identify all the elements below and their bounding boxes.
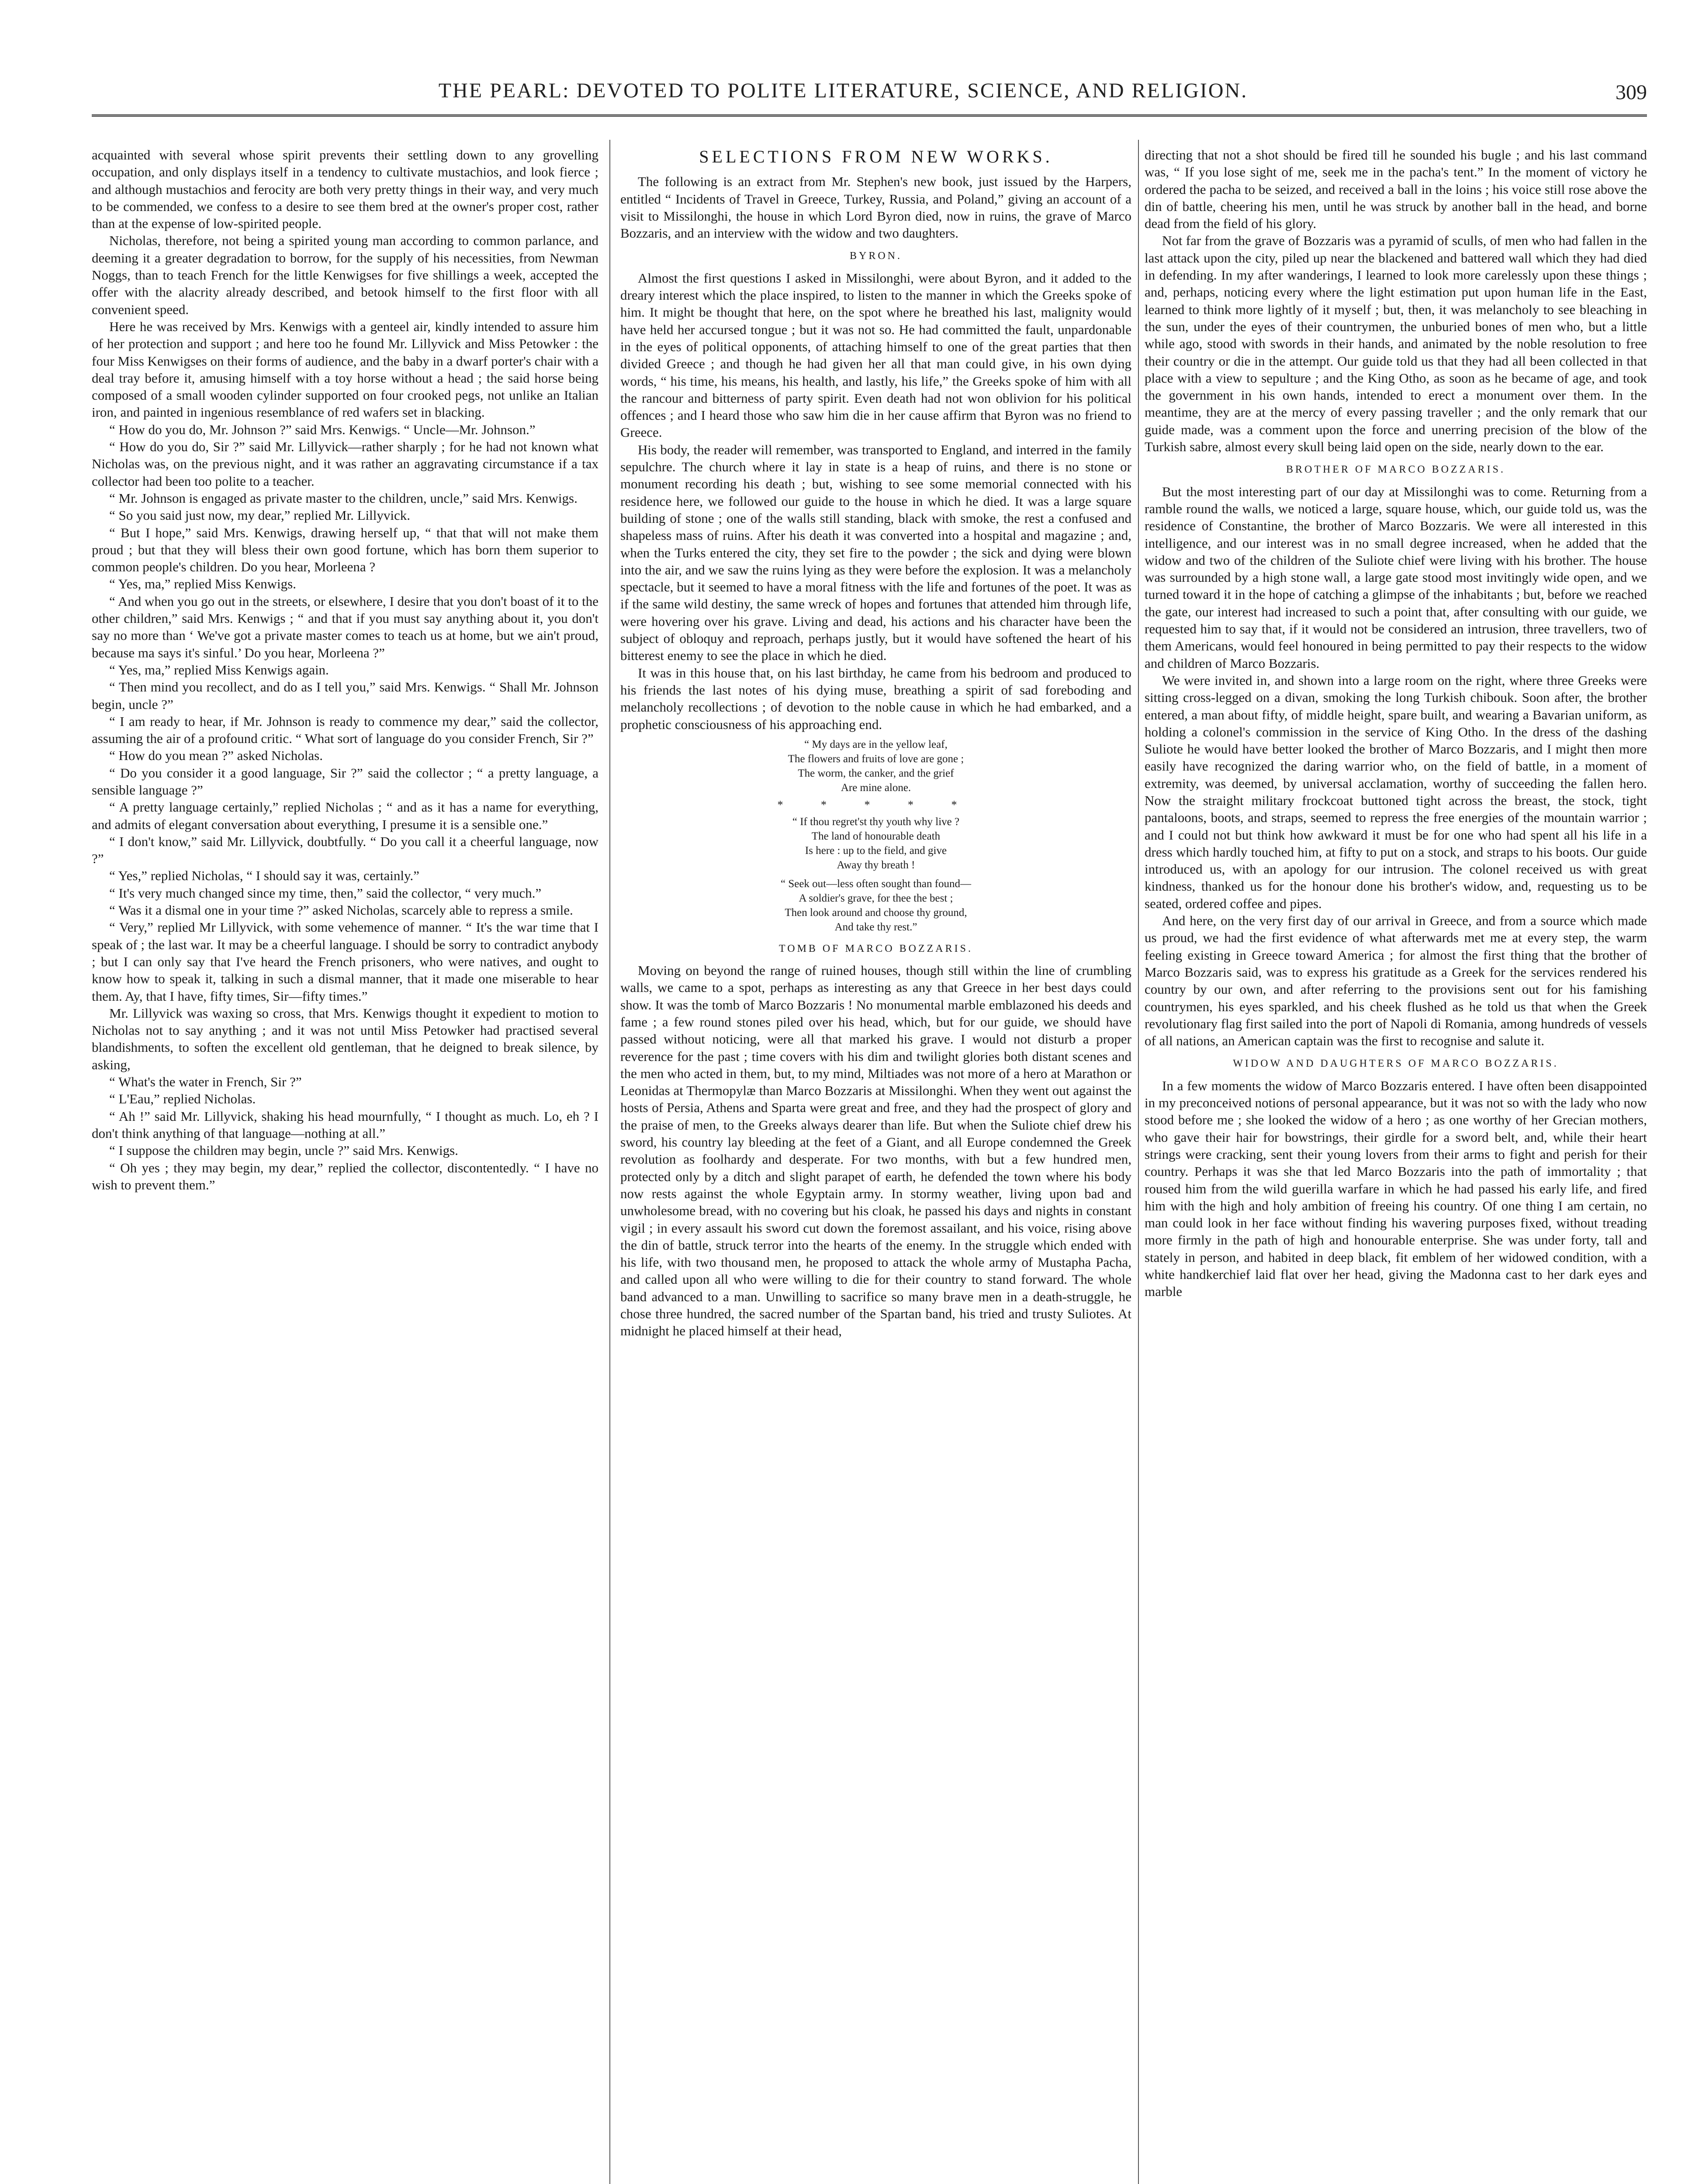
subheading: WIDOW AND DAUGHTERS OF MARCO BOZZARIS. [1233, 1058, 1559, 1070]
paragraph: “ Ah !” said Mr. Lillyvick, shaking his head mournfully, “ I thought as much. Lo, eh ? I don't think anything of that language—nothing at all.” [92, 1108, 598, 1141]
paragraph: “ How do you do, Mr. Johnson ?” said Mrs. Kenwigs. “ Uncle—Mr. Johnson.” [109, 422, 536, 437]
subheading: TOMB OF MARCO BOZZARIS. [779, 943, 973, 954]
paragraph: Moving on beyond the range of ruined houses, though still within the line of crumbling walls, we came to a spot, perhaps as interesting as any that Greece in her best days could show. It was the tomb of Marco Bozzaris ! No monumental marble emblazoned his deeds and fame ; a few round stones piled over his head, which, but for our guide, we should have passed without noticing, were all that marked his grave. I would not disturb a proper reverence for the past ; time covers with his dim and twilight glories both distant scenes and the men who acted in them, but, to my mind, Miltiades was not more of a hero at Marathon or Leonidas at Thermopylæ than Marco Bozzaris at Missilonghi. When they went out against the hosts of Persia, Athens and Sparta were great and free, and they had the prospect of glory and the praise of men, to the Greeks always dearer than life. But when the Suliote chief drew his sword, his country lay bleeding at the feet of a Giant, and all Europe condemned the Greek revolution as foolhardy and desperate. For two months, with but a few hundred men, protected only by a ditch and slight parapet of earth, he defended the town where his body now rests against the whole Egyptain army. In stormy weather, living upon bad and unwholesome bread, with no covering but his cloak, he passed his days and nights in constant vigil ; in every assault his sword cut down the foremost assailant, and his voice, rising above the din of battle, struck terror into the hearts of the enemy. In the struggle which ended with his life, with two thousand men, he proposed to attack the whole army of Mustapha Pacha, and called upon all who were willing to die for their country to stand forward. The whole band advanced to a man. Unwilling to sacrifice so many brave men in a death-struggle, he chose three hundred, the sacred number of the Spartan band, his tried and trusty Suliotes. At midnight he placed himself at their head, [620, 963, 1131, 1339]
paragraph: “ A pretty language certainly,” replied Nicholas ; “ and as it has a name for everything, and admits of elegant conversation about everything, I presume it is a sensible one.” [92, 799, 598, 832]
paragraph: “ How do you do, Sir ?” said Mr. Lillyvick—rather sharply ; for he had not known what Nicholas was, on the previous night, and it was rather an aggravating circumstance if a tax collector had been too polite to a teacher. [92, 439, 598, 489]
paragraph: “ So you said just now, my dear,” replied Mr. Lillyvick. [109, 508, 410, 523]
asterism: * * * * * [777, 798, 975, 811]
paragraph: “ Yes, ma,” replied Miss Kenwigs again. [109, 662, 329, 677]
poem-line: “ My days are in the yellow leaf, [804, 738, 948, 750]
subheading: BYRON. [849, 250, 902, 262]
paragraph: “ L'Eau,” replied Nicholas. [109, 1091, 256, 1107]
poem-line: And take thy rest.” [834, 921, 917, 933]
poem-line: Are mine alone. [841, 781, 911, 794]
poem [620, 737, 1131, 934]
column-middle [620, 146, 1131, 2184]
page-number: 309 [1616, 81, 1647, 104]
paragraph: In a few moments the widow of Marco Bozzaris entered. I have often been disappointed in my preconceived notions of personal appearance, but it was not so with the lady who now stood before me ; she looked the widow of a hero ; as one worthy of her Grecian mothers, who gave their hair for bowstrings, their girdle for a sword belt, and, while their heart strings were cracking, sent their young lovers from their arms to fight and perish for their country. Perhaps it was she that led Marco Bozzaris into the path of immortality ; that roused him from the wild guerilla warfare in which he had passed his early life, and fired him with the high and holy ambition of freeing his country. Of one thing I am certain, no man could look in her face without finding his wavering purposes fixed, without treading more firmly in the path of high and honourable enterprise. She was under forty, tall and stately in person, and habited in deep black, fit emblem of her widowed condition, with a white handkerchief laid flat over her head, giving the Madonna cast to her dark eyes and marble [1145, 1078, 1647, 1299]
paragraph: “ Was it a dismal one in your time ?” asked Nicholas, scarcely able to repress a smile. [109, 902, 573, 918]
paragraph: Almost the first questions I asked in Missilonghi, were about Byron, and it added to the dreary interest which the place inspired, to listen to the manner in which the Greeks spoke of him. It might be thought that here, on the spot where he breathed his last, malignity would have held her accursed tongue ; but it was not so. He had committed the fault, unpardonable in the eyes of political opponents, of attaching himself to one of the great parties that then divided Greece ; and though he had given her all that man could give, in his own dying words, “ his time, his means, his health, and lastly, his life,” the Greeks spoke of him with all the rancour and bitterness of party spirit. Even death had not won oblivion for his political offences ; and I heard those who saw him die in her cause affirm that Byron was no friend to Greece. [620, 270, 1131, 440]
poem-line: “ Seek out—less often sought than found— [780, 878, 972, 890]
paragraph: “ And when you go out in the streets, or elsewhere, I desire that you don't boast of it to the other children,” said Mrs. Kenwigs ; “ and that if you must say anything about it, you don't say no more than ‘ We've got a private master comes to teach us at home, but we ain't proud, because ma says it's sinful.’ Do you hear, Morleena ?” [92, 593, 598, 660]
paragraph: The following is an extract from Mr. Stephen's new book, just issued by the Harpers, entitled “ Incidents of Travel in Greece, Turkey, Russia, and Poland,” giving an account of a visit to Missilonghi, the house in which Lord Byron died, now in ruins, the grave of Marco Bozzaris, and an interview with the widow and two daughters. [620, 174, 1131, 241]
paragraph: “ Yes,” replied Nicholas, “ I should say it was, certainly.” [109, 868, 419, 884]
poem-line: Is here : up to the field, and give [805, 844, 947, 857]
paragraph: “ But I hope,” said Mrs. Kenwigs, drawing herself up, “ that that will not make them proud ; but that they will bless their own good fortune, which has born them superior to common people's children. Do you hear, Morleena ? [92, 525, 598, 575]
paragraph: “ I suppose the children may begin, uncle ?” said Mrs. Kenwigs. [109, 1143, 458, 1158]
paragraph: Mr. Lillyvick was waxing so cross, that Mrs. Kenwigs thought it expedient to motion to Nicholas not to say anything ; and it was not until Miss Petowker had practised several blandishments, to soften the excellent old gentleman, that he deigned to break silence, by asking, [92, 1005, 598, 1072]
poem-line: The flowers and fruits of love are gone ; [788, 753, 964, 765]
poem-line: Then look around and choose thy ground, [785, 906, 967, 919]
poem-line: A soldier's grave, for thee the best ; [799, 892, 953, 904]
paragraph: It was in this house that, on his last birthday, he came from his bedroom and produced to his friends the last notes of his dying muse, breathing a spirit of sad foreboding and melancholy recollections ; of devotion to the noble cause in which he had embarked, and a prophetic consciousness of his approaching end. [620, 665, 1131, 732]
paragraph: Not far from the grave of Bozzaris was a pyramid of sculls, of men who had fallen in the last attack upon the city, piled up near the blackened and battered wall which they had died in defending. In my after wanderings, I learned to look more carelessly upon these things ; and, perhaps, noticing every where the light estimation put upon human life in the East, learned to think more lightly of it myself ; but, then, it was melancholy to see bleaching in the sun, under the eyes of their countrymen, the unburied bones of men who, but a little while ago, stood with swords in their hands, and animated by the noble resolution to free their country or die in the attempt. Our guide told us that they had all been collected in that place with a view to sepulture ; and the King Otho, as soon as he became of age, and took the government in his own hands, intended to erect a monument over them. In the meantime, they are at the mercy of every passing traveller ; and the only remark that our guide made, was a comment upon the force and unerring precision of the blow of the Turkish sabre, almost every skull being laid open on the side, nearly down to the ear. [1145, 233, 1647, 455]
column-right [1145, 146, 1647, 2184]
paragraph: “ How do you mean ?” asked Nicholas. [109, 748, 323, 764]
paragraph: “ Very,” replied Mr Lillyvick, with some vehemence of manner. “ It's the war time that I speak of ; the last war. It may be a cheerful language. I should be sorry to contradict anybody ; but I can only say that I've heard the French prisoners, who were natives, and ought to know how to speak it, talking in such a dismal manner, that it made one miserable to hear them. Ay, that I have, fifty times, Sir—fifty times.” [92, 919, 598, 1004]
column-divider [1138, 140, 1139, 2184]
masthead [92, 74, 1647, 122]
masthead-title: THE PEARL: DEVOTED TO POLITE LITERATURE, SCIENCE, AND RELIGION. [438, 79, 1248, 102]
paragraph: “ I am ready to hear, if Mr. Johnson is ready to commence my dear,” said the collector, assuming the air of a profound critic. “ What sort of language do you consider French, Sir ?” [92, 713, 598, 746]
poem-line: The land of honourable death [811, 830, 941, 842]
paragraph: directing that not a shot should be fired till he sounded his bugle ; and his last command was, “ If you lose sight of me, seek me in the pacha's tent.” In the moment of victory he ordered the pacha to be seized, and received a ball in the loins ; his voice still rose above the din of battle, cheering his men, until he was struck by another ball in the head, and borne dead from the field of his glory. [1145, 147, 1647, 232]
column-left [92, 146, 598, 2184]
paragraph: “ Oh yes ; they may begin, my dear,” replied the collector, discontentedly. “ I have no wish to prevent them.” [92, 1160, 598, 1192]
paragraph: And here, on the very first day of our arrival in Greece, and from a source which made us proud, we had the first evidence of what afterwards met me at every step, the warm feeling existing in Greece toward America ; for almost the first thing that the brother of Marco Bozzaris said, was to express his gratitude as a Greek for the services rendered his country by our own, and after referring to the provisions sent out for his famishing countrymen, his eyes sparkled, and his cheek flushed as he told us that when the Greek revolutionary flag first sailed into the port of Napoli di Romania, among hundreds of vessels of all nations, an American captain was the first to recognise and salute it. [1145, 913, 1647, 1049]
masthead-rule [92, 114, 1647, 117]
paragraph: “ Yes, ma,” replied Miss Kenwigs. [109, 576, 296, 592]
subheading: BROTHER OF MARCO BOZZARIS. [1286, 464, 1506, 476]
poem-line: “ If thou regret'st thy youth why live ? [792, 816, 960, 828]
paragraph: But the most interesting part of our day at Missilonghi was to come. Returning from a ramble round the walls, we noticed a large, square house, which, our guide told us, was the residence of Constantine, the brother of Marco Bozzaris. We were all interested in this intelligence, and our interest was in no small degree increased, when he added that the widow and two of the children of the Suliote chief were living with his brother. The house was surrounded by a high stone wall, a large gate stood most invitingly wide open, and we turned toward it in the hope of catching a glimpse of the inhabitants ; but, before we reached the gate, our interest had increased to such a point that, after consulting with our guide, we requested him to say that, if it would not be considered an intrusion, three travellers, two of them Americans, would feel honoured in being permitted to pay their respects to the widow and children of Marco Bozzaris. [1145, 484, 1647, 671]
paragraph: “ Then mind you recollect, and do as I tell you,” said Mrs. Kenwigs. “ Shall Mr. Johnson begin, uncle ?” [92, 679, 598, 712]
paragraph: “ Mr. Johnson is engaged as private master to the children, uncle,” said Mrs. Kenwigs. [109, 490, 578, 506]
paragraph: Nicholas, therefore, not being a spirited young man according to common parlance, and deeming it a greater degradation to borrow, for the supply of his necessities, from Newman Noggs, than to teach French for the little Kenwigses for five shillings a week, accepted the offer with the alacrity already described, and betook himself to the first floor with all convenient speed. [92, 233, 598, 317]
paragraph: Here he was received by Mrs. Kenwigs with a genteel air, kindly intended to assure him of her protection and support ; and here too he found Mr. Lillyvick and Miss Petowker : the four Miss Kenwigses on their forms of audience, and the baby in a dwarf porter's chair with a deal tray before it, amusing himself with a toy horse without a head ; the said horse being composed of a small wooden cylinder supported on four crooked pegs, not unlike an Italian iron, and painted in ingenious resemblance of red wafers set in blacking. [92, 318, 598, 420]
paragraph: “ What's the water in French, Sir ?” [109, 1074, 302, 1090]
poem-line: Away thy breath ! [837, 859, 915, 871]
poem-line: The worm, the canker, and the grief [798, 767, 954, 779]
column-divider [609, 140, 610, 2184]
paragraph: “ I don't know,” said Mr. Lillyvick, doubtfully. “ Do you call it a cheerful language, now ?” [92, 833, 598, 867]
paragraph: His body, the reader will remember, was transported to England, and interred in the family sepulchre. The church where it lay in state is a heap of ruins, and there is no stone or monument recording his death ; but, wishing to see some memorial connected with his residence here, we followed our guide to the house in which he died. It was a large square building of stone ; one of the walls still standing, black with smoke, the rest a confused and shapeless mass of ruins. After his death it was converted into a hospital and magazine ; and, when the Turks entered the city, they set fire to the powder ; the sick and dying were blown into the air, and we saw the ruins lying as they were before the explosion. It was a melancholy spectacle, but it seemed to have a moral fitness with the life and fortunes of the poet. It was as if the same wild destiny, the same wreck of hopes and fortunes that attended him through life, were hovering over his grave. Living and dead, his actions and his character have been the subject of obloquy and reproach, perhaps justly, but it would have softened the heart of his bitterest enemy to see the place in which he died. [620, 442, 1131, 663]
paragraph: acquainted with several whose spirit prevents their settling down to any grovelling occupation, and only displays itself in a tendency to cultivate mustachios, and look fierce ; and although mustachios and ferocity are both very pretty things in their way, and very much to be commended, we confess to a desire to see them bred at the owner's proper cost, rather than at the expense of low-spirited people. [92, 147, 598, 232]
paragraph: “ It's very much changed since my time, then,” said the collector, “ very much.” [109, 885, 542, 901]
paragraph: “ Do you consider it a good language, Sir ?” said the collector ; “ a pretty language, a sensible language ?” [92, 765, 598, 798]
section-heading: SELECTIONS FROM NEW WORKS. [699, 147, 1053, 166]
paragraph: We were invited in, and shown into a large room on the right, where three Greeks were sitting cross-legged on a divan, smoking the long Turkish chibouk. Soon after, the brother entered, a man about fifty, of middle height, spare built, and wearing a Bavarian uniform, as holding a colonel's commission in the service of King Otho. In the dress of the dashing Suliote he would have better looked the brother of Marco Bozzaris, and I might then more easily have recognized the daring warrior who, on the field of battle, in a moment of extremity, was deemed, by universal acclamation, worthy of succeeding the fallen hero. Now the straight military frockcoat buttoned tight across the breast, the stock, tight pantaloons, boots, and straps, seemed to repress the free energies of the mountain warrior ; and I could not but think how awkward it must be for one who had spent all his life in a dress which hardly touched him, at fifty to put on a stock, and straps to his boots. Our guide introduced us, with an apology for our intrusion. The colonel received us with great kindness, thanked us for the honour done his brother's widow, and, requesting us to be seated, ordered coffee and pipes. [1145, 672, 1647, 911]
